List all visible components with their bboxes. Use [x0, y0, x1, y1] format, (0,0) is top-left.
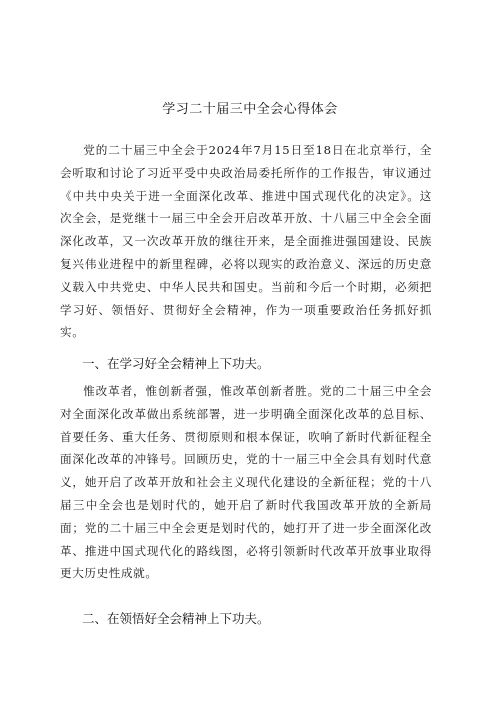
section-1-paragraph: 惟改革者，惟创新者强，惟改革创新者胜。党的二十届三中全会对全面深化改革做出系统部署，进一步明确全面深化改革的总目标、首要任务、重大任务、贯彻原则和根本保证，吹响了新时代新征程全面深化改革的冲锋号。回顾历史，党的十一届三中全会具有划时代意义，她开启了改革开放和社会主义现代化建设的全新征程；党的十八届三中全会也是划时代的，她开启了新时代我国改革开放的全新局面；党的二十届三中全会更是划时代的，她打开了进一步全面深化改革、推进中国式现代化的路线图，必将引领新时代改革开放事业取得更大历史性成就。 — [60, 384, 432, 581]
section-2-heading: 二、在领悟好全会精神上下功夫。 — [82, 611, 270, 626]
section-1-heading: 一、在学习好全会精神上下功夫。 — [82, 356, 270, 371]
document-title: 学习二十届三中全会心得体会 — [162, 102, 338, 117]
intro-paragraph: 党的二十届三中全会于2024年7月15日至18日在北京举行，全会听取和讨论了习近平受中央政治局委托所作的工作报告，审议通过《中共中央关于进一全面深化改革、推进中国式现代化的决定》。这次全会，是党继十一届三中全会开启改革开放、十八届三中全会全面深化改革，又一次改革开放的继往开来，是全面推进强国建设、民族复兴伟业进程中的新里程碑，必将以现实的政治意义、深远的历史意义载入中共党史、中华人民共和国史。当前和今后一个时期，必须把学习好、领悟好、贯彻好全会精神，作为一项重要政治任务抓好抓实。 — [60, 143, 432, 340]
